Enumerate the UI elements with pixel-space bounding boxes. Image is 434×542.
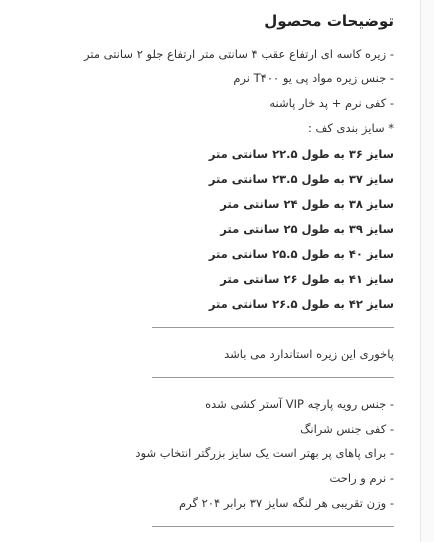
size-row-37: سایز ۳۷ به طول ۲۳.۵ سانتی متر: [208, 172, 394, 186]
size-row-40: سایز ۴۰ به طول ۲۵.۵ سانتی متر: [208, 247, 394, 261]
spec-line-weight: - وزن تقریبی هر لنگه سایز ۳۷ برابر ۲۰۴ گرم: [179, 496, 394, 510]
page-edge: [420, 0, 434, 542]
spec-line-comfort: - نرم و راحت: [329, 471, 394, 485]
size-row-41: سایز ۴۱ به طول ۲۶ سانتی متر: [220, 272, 394, 286]
divider: [152, 526, 394, 527]
spec-line-sole-height: - زیره کاسه ای ارتفاع عقب ۴ سانتی متر ارتفاع جلو ۲ سانتی متر: [84, 47, 394, 61]
size-row-38: سایز ۳۸ به طول ۲۴ سانتی متر: [220, 197, 394, 211]
spec-line-upper-material: - جنس رویه پارچه VIP آستر کشی شده: [205, 397, 394, 411]
divider: [152, 377, 394, 378]
spec-line-size-advice: - برای پاهای پر بهتر است یک سایز بزرگتر انتخاب شود: [135, 446, 394, 460]
spec-line-sizing-heading: * سایز بندی کف :: [307, 121, 394, 135]
size-row-42: سایز ۴۲ به طول ۲۶.۵ سانتی متر: [208, 297, 394, 311]
size-row-39: سایز ۳۹ به طول ۲۵ سانتی متر: [220, 222, 394, 236]
divider: [152, 327, 394, 328]
section-title: توضیحات محصول: [264, 12, 394, 30]
size-row-36: سایز ۳۶ به طول ۲۲.۵ سانتی متر: [208, 147, 394, 161]
spec-line-sole-material: - جنس زیره مواد پی یو T۴۰۰ نرم: [233, 71, 394, 85]
spec-line-fit-standard: پاخوری این زیره استاندارد می باشد: [224, 347, 394, 361]
spec-line-insole-material: - کفی جنس شرانگ: [300, 422, 394, 436]
spec-line-insole: - کفی نرم + پد خار پاشنه: [269, 96, 394, 110]
